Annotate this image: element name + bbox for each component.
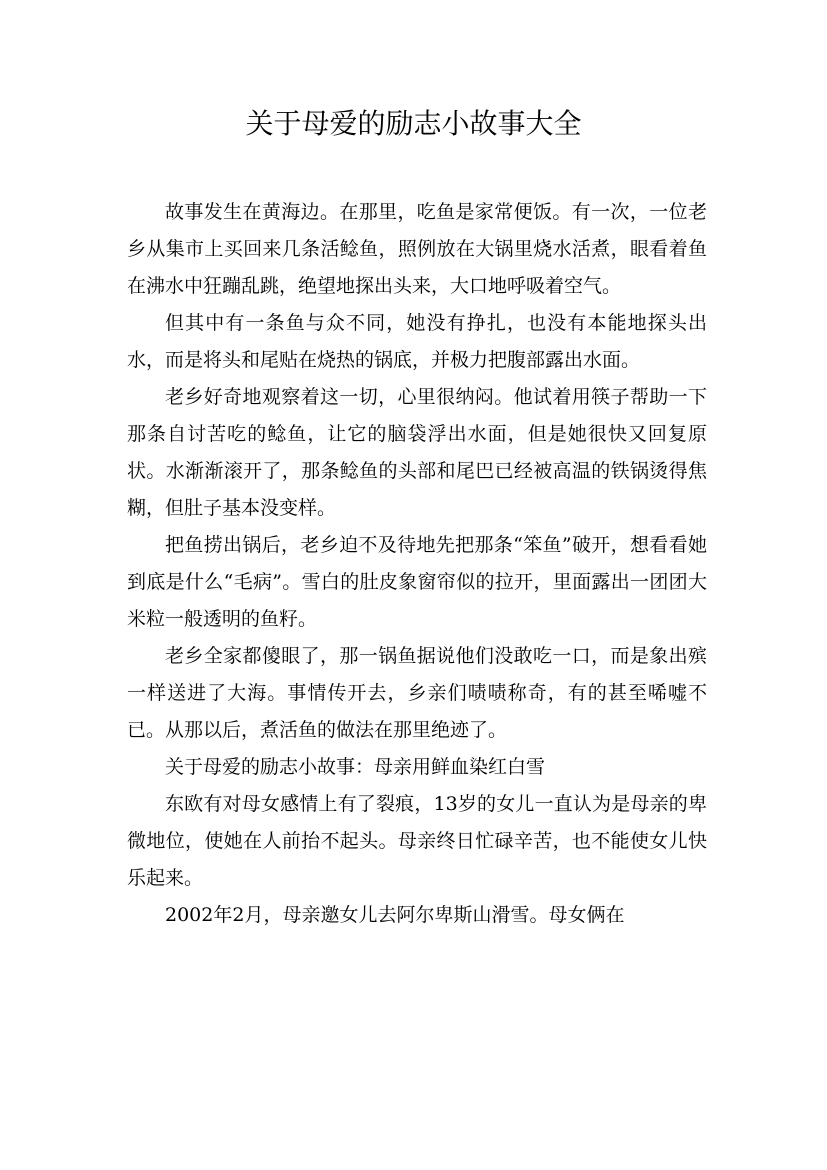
document-body xyxy=(127,194,707,934)
paragraph: 东欧有对母女感情上有了裂痕，13岁的女儿一直认为是母亲的卑微地位，使她在人前抬不起头。母亲终日忙碌辛苦，也不能使女儿快乐起来。 xyxy=(127,793,707,889)
paragraph: 老乡全家都傻眼了，那一锅鱼据说他们没敢吃一口，而是象出殡一样送进了大海。事情传开去，乡亲们啧啧称奇，有的甚至唏嘘不已。从那以后，煮活鱼的做法在那里绝迹了。 xyxy=(127,645,707,741)
document-title: 关于母爱的励志小故事大全 xyxy=(245,107,582,140)
paragraph: 老乡好奇地观察着这一切，心里很纳闷。他试着用筷子帮助一下那条自讨苦吃的鲶鱼，让它的脑袋浮出水面，但是她很快又回复原状。水渐渐滚开了，那条鲶鱼的头部和尾巴已经被高温的铁锅烫得焦糊，但肚子基本没变样。 xyxy=(127,386,707,519)
paragraph: 但其中有一条鱼与众不同，她没有挣扎，也没有本能地探头出水，而是将头和尾贴在烧热的锅底，并极力把腹部露出水面。 xyxy=(127,312,707,371)
paragraph: 把鱼捞出锅后，老乡迫不及待地先把那条“笨鱼”破开，想看看她到底是什么“毛病”。雪白的肚皮象窗帘似的拉开，里面露出一团团大米粒一般透明的鱼籽。 xyxy=(127,534,707,630)
paragraph: 2002年2月，母亲邀女儿去阿尔卑斯山滑雪。母女俩在 xyxy=(165,904,625,926)
paragraph: 故事发生在黄海边。在那里，吃鱼是家常便饭。有一次，一位老乡从集市上买回来几条活鲶鱼，照例放在大锅里烧水活煮，眼看着鱼在沸水中狂蹦乱跳，绝望地探出头来，大口地呼吸着空气。 xyxy=(127,201,707,297)
section-heading: 关于母爱的励志小故事：母亲用鲜血染红白雪 xyxy=(165,756,546,778)
